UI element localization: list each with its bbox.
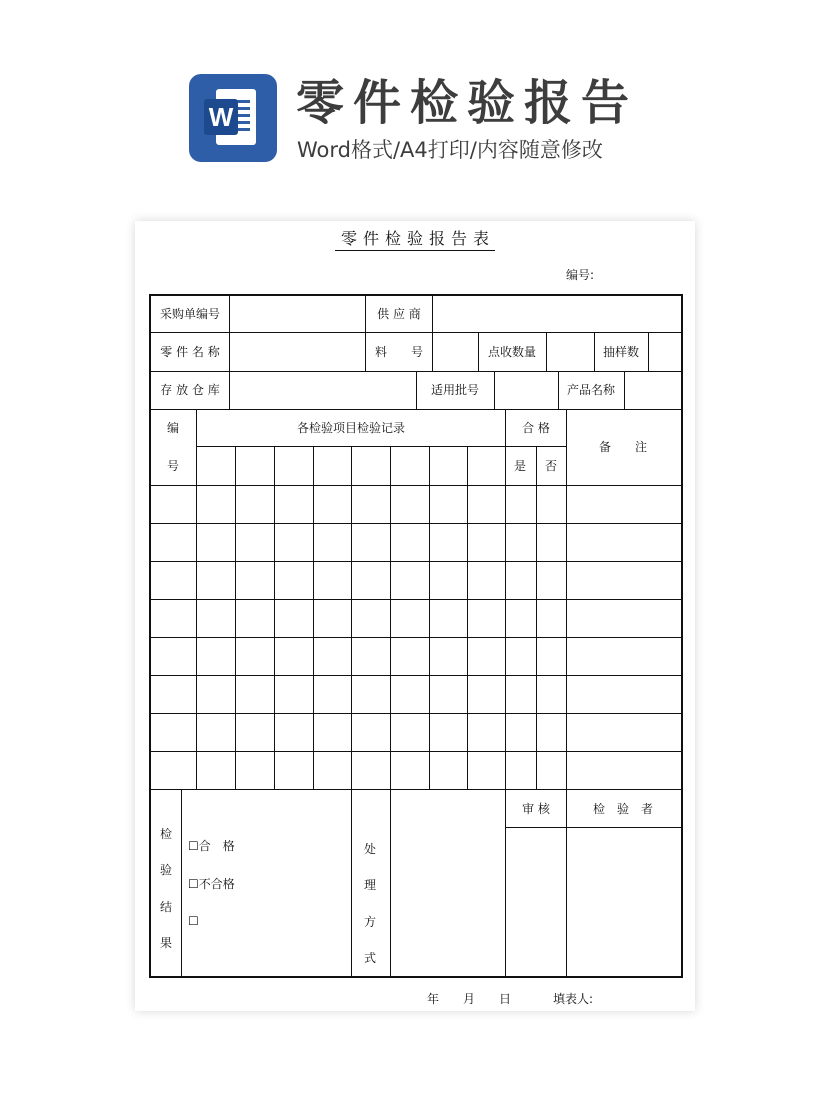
grid-line bbox=[505, 827, 681, 828]
grid-line bbox=[390, 789, 391, 976]
grid-line bbox=[151, 599, 681, 600]
grid-line bbox=[416, 371, 417, 409]
grid-line bbox=[365, 332, 366, 371]
grid-line bbox=[151, 523, 681, 524]
pass-no-label: 否 bbox=[544, 459, 558, 473]
result-option-pass[interactable]: ☐合 格 bbox=[188, 839, 235, 853]
handling-label bbox=[363, 840, 377, 966]
grid-line bbox=[151, 561, 681, 562]
grid-line bbox=[478, 332, 479, 371]
grid-line bbox=[274, 446, 275, 789]
inspector-label: 检 验 者 bbox=[592, 802, 654, 816]
sample-qty-label: 抽样数 bbox=[602, 345, 640, 359]
supplier-label: 供 应 商 bbox=[377, 307, 421, 321]
grid-line bbox=[351, 789, 352, 976]
grid-line bbox=[196, 446, 566, 447]
form-title-text: 零件检验报告表 bbox=[335, 228, 495, 251]
page-title: 零件检验报告 bbox=[296, 75, 639, 131]
grid-line bbox=[235, 446, 236, 789]
result-label bbox=[159, 825, 173, 951]
date-label: 年 月 日 bbox=[427, 992, 512, 1006]
grid-line bbox=[536, 446, 537, 789]
pass-label: 合 格 bbox=[522, 421, 550, 435]
grid-line bbox=[566, 409, 567, 976]
serial-label-bottom: 号 bbox=[166, 459, 180, 473]
grid-line bbox=[151, 789, 681, 790]
grid-line bbox=[196, 409, 197, 789]
grid-line bbox=[151, 713, 681, 714]
grid-line bbox=[648, 332, 649, 371]
purchase-no-label: 采购单编号 bbox=[159, 307, 221, 321]
review-label: 审 核 bbox=[522, 802, 550, 816]
grid-line bbox=[151, 675, 681, 676]
result-label-char: 检 bbox=[159, 827, 172, 841]
grid-line bbox=[351, 446, 352, 789]
grid-line bbox=[151, 485, 681, 486]
grid-line bbox=[229, 296, 230, 332]
grid-line bbox=[229, 371, 230, 409]
grid-line bbox=[429, 446, 430, 789]
filler-label: 填表人: bbox=[553, 992, 594, 1006]
grid-line bbox=[558, 371, 559, 409]
grid-line bbox=[546, 332, 547, 371]
grid-line bbox=[313, 446, 314, 789]
received-qty-label: 点收数量 bbox=[487, 345, 537, 359]
handling-label-char: 方 bbox=[363, 914, 376, 929]
items-record-label: 各检验项目检验记录 bbox=[296, 421, 406, 435]
result-label-char: 果 bbox=[159, 935, 172, 950]
doc-number-label: 编号: bbox=[566, 268, 595, 282]
logo-letter: W bbox=[204, 99, 238, 135]
grid-line bbox=[432, 296, 433, 332]
grid-line bbox=[151, 332, 681, 333]
grid-line bbox=[432, 332, 433, 371]
result-option-other[interactable]: ☐ bbox=[188, 914, 199, 928]
result-label-char: 验 bbox=[159, 863, 172, 878]
grid-line bbox=[594, 332, 595, 371]
grid-line bbox=[624, 371, 625, 409]
form-title bbox=[135, 228, 695, 251]
report-sheet bbox=[135, 221, 695, 1011]
result-label-char: 结 bbox=[159, 899, 172, 914]
material-no-label: 料 号 bbox=[374, 345, 424, 359]
remarks-label: 备 注 bbox=[598, 440, 648, 454]
grid-line bbox=[505, 409, 506, 976]
inspection-table bbox=[149, 294, 683, 978]
product-name-label: 产品名称 bbox=[566, 383, 616, 397]
handling-label-char: 理 bbox=[363, 878, 376, 893]
part-name-label: 零 件 名 称 bbox=[160, 345, 220, 359]
storage-label: 存 放 仓 库 bbox=[160, 383, 220, 397]
grid-line bbox=[229, 332, 230, 371]
page-subtitle: Word格式/A4打印/内容随意修改 bbox=[297, 138, 603, 162]
result-option-fail[interactable]: ☐不合格 bbox=[188, 877, 235, 891]
batch-label: 适用批号 bbox=[430, 383, 480, 397]
handling-label-char: 处 bbox=[363, 842, 376, 856]
serial-label-top: 编 bbox=[166, 421, 180, 435]
handling-label-char: 式 bbox=[363, 950, 376, 965]
grid-line bbox=[181, 789, 182, 976]
word-logo-icon bbox=[189, 74, 277, 162]
grid-line bbox=[151, 637, 681, 638]
grid-line bbox=[390, 446, 391, 789]
grid-line bbox=[151, 751, 681, 752]
pass-yes-label: 是 bbox=[513, 459, 527, 473]
grid-line bbox=[365, 296, 366, 332]
grid-line bbox=[151, 409, 681, 410]
grid-line bbox=[494, 371, 495, 409]
grid-line bbox=[467, 446, 468, 789]
